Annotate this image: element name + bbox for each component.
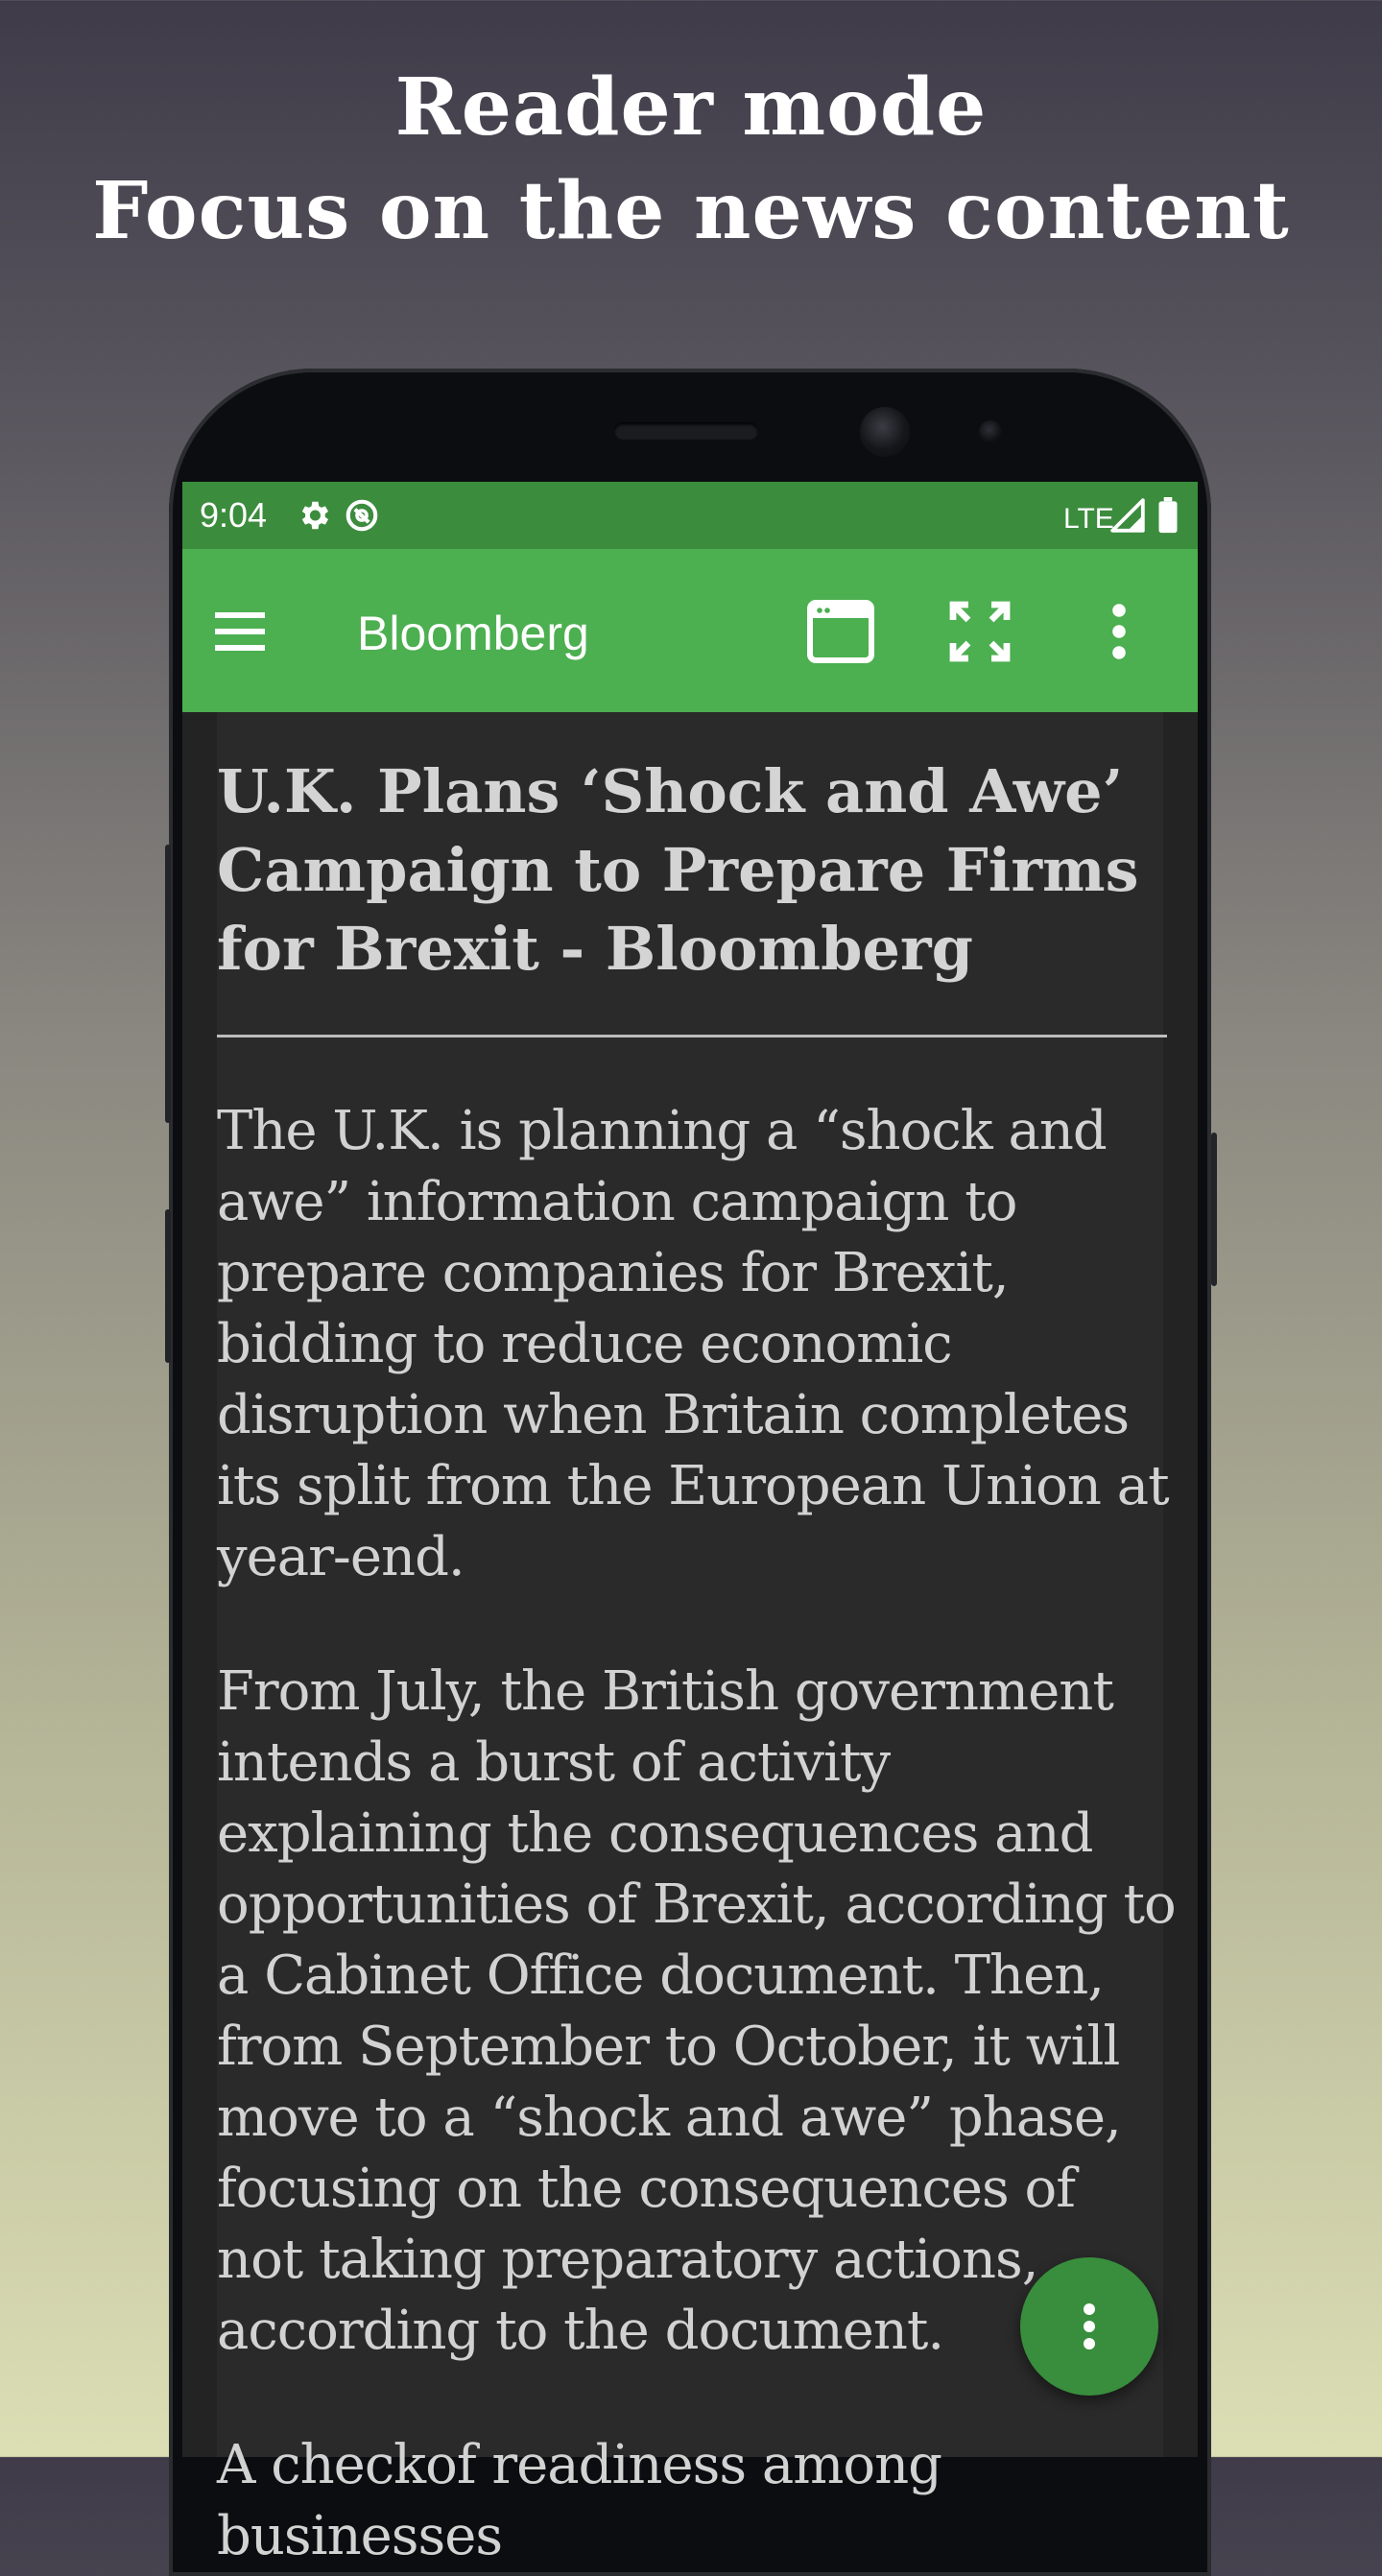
menu-icon[interactable]	[202, 593, 278, 670]
front-camera	[860, 407, 910, 457]
reader-options-fab[interactable]	[1020, 2257, 1158, 2396]
earpiece-speaker	[614, 422, 758, 440]
reader-content[interactable]	[182, 712, 1198, 2567]
signal-icon	[1109, 497, 1146, 537]
sync-icon	[344, 497, 380, 537]
promo-line-2: Focus on the news content	[92, 165, 1290, 257]
settings-icon	[296, 497, 332, 537]
article-paragraph: The U.K. is planning a “shock and awe” information campaign to prepare companies for Brexit, bidding to reduce economic disruption when Britain completes its split from the European Union at year-end.	[217, 1100, 1169, 1588]
toolbar-title: Bloomberg	[357, 607, 589, 660]
phone-side-button	[165, 845, 171, 1123]
app-toolbar	[182, 549, 1198, 712]
phone-side-button	[165, 1209, 171, 1363]
reader-margin-left	[182, 712, 217, 2457]
promo-line-1: Reader mode	[394, 61, 988, 154]
battery-icon	[1157, 497, 1179, 537]
browser-window-icon[interactable]	[802, 593, 879, 670]
title-divider	[217, 1035, 1167, 1038]
article-title: U.K. Plans ‘Shock and Awe’ Campaign to Prepare Firms for Brexit - Bloomberg	[217, 756, 1139, 984]
network-type-label: LTE	[1063, 503, 1114, 535]
fullscreen-icon[interactable]	[941, 593, 1018, 670]
more-vert-icon[interactable]	[1081, 593, 1157, 670]
article-paragraph: From July, the British government intends a burst of activity explaining the consequences and opportunities of Brexit, according to a Cabinet Office document. Then, from September to October, it will move to a “shock and awe” phase, focusing on the consequences of not taking preparatory actions, according to the document.	[217, 1660, 1176, 2362]
more-vert-icon	[1051, 2288, 1128, 2369]
phone-screen	[182, 482, 1198, 2567]
phone-power-button	[1211, 1133, 1217, 1286]
proximity-sensor	[979, 420, 1002, 443]
article-paragraph: A checkof readiness among businesses	[217, 2434, 942, 2567]
status-time: 9:04	[200, 495, 268, 535]
status-bar	[182, 482, 1198, 549]
